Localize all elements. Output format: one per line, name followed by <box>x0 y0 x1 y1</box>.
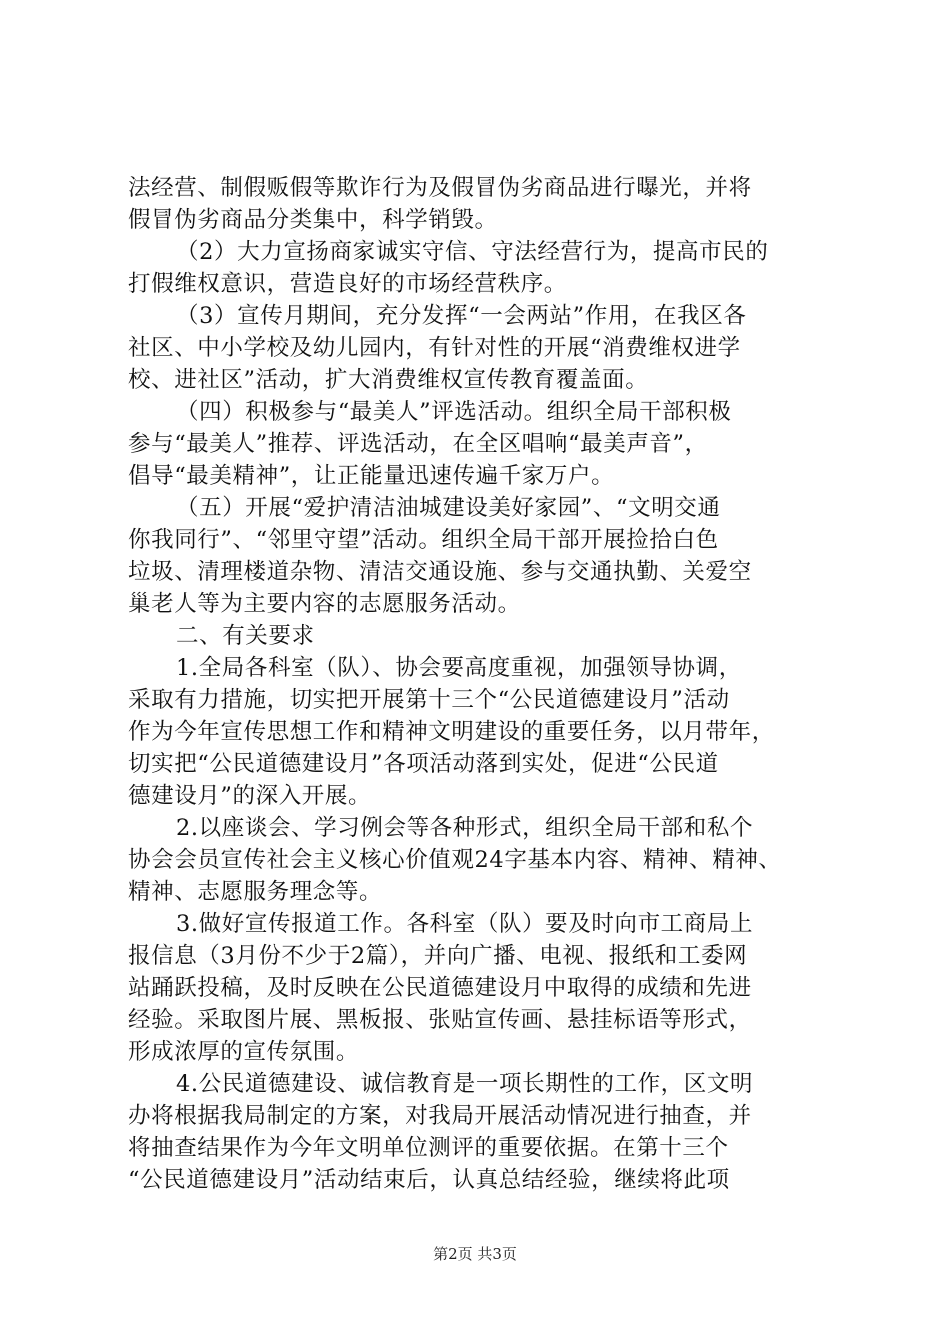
text-line: 作为今年宣传思想工作和精神文明建设的重要任务，以月带年， <box>128 719 775 745</box>
text-line: 打假维权意识，营造良好的市场经营秩序。 <box>128 271 567 297</box>
text-line: 你我同行”、“邻里守望”活动。组织全局干部开展捡拾白色 <box>128 527 719 553</box>
text-line: 假冒伪劣商品分类集中，科学销毁。 <box>128 207 498 233</box>
text-line: 垃圾、清理楼道杂物、清洁交通设施、参与交通执勤、关爱空 <box>128 559 752 585</box>
text-line: 经验。采取图片展、黑板报、张贴宣传画、悬挂标语等形式， <box>128 1007 752 1033</box>
text-line: 1.全局各科室（队）、协会要高度重视，加强领导协调， <box>176 655 742 681</box>
text-line: 将抽查结果作为今年文明单位测评的重要依据。在第十三个 <box>128 1135 729 1161</box>
text-line: （四）积极参与“最美人”评选活动。组织全局干部积极 <box>176 399 732 425</box>
page-footer: 第2页 共3页 <box>433 1245 517 1263</box>
text-line: “公民道德建设月”活动结束后，认真总结经验，继续将此项 <box>128 1167 730 1193</box>
document-body <box>128 172 828 1196</box>
text-line: 办将根据我局制定的方案，对我局开展活动情况进行抽查，并 <box>128 1103 752 1129</box>
text-line: 参与“最美人”推荐、评选活动，在全区唱响“最美声音”， <box>128 431 708 457</box>
text-line: （2）大力宣扬商家诚实守信、守法经营行为，提高市民的 <box>176 239 769 265</box>
text-line: 社区、中小学校及幼儿园内，有针对性的开展“消费维权进学 <box>128 335 741 361</box>
text-line: 切实把“公民道德建设月”各项活动落到实处，促进“公民道 <box>128 751 719 777</box>
text-line: 协会会员宣传社会主义核心价值观24字基本内容、精神、精神、 <box>128 847 782 873</box>
text-line: 倡导“最美精神”，让正能量迅速传遍千家万户。 <box>128 463 615 489</box>
text-line: 采取有力措施，切实把开展第十三个“公民道德建设月”活动 <box>128 687 730 713</box>
text-line: 精神、志愿服务理念等。 <box>128 879 383 905</box>
text-line: 报信息（3月份不少于2篇），并向广播、电视、报纸和工委网 <box>128 943 748 969</box>
text-line: （3）宣传月期间，充分发挥“一会两站”作用，在我区各 <box>176 303 747 329</box>
text-line: 巢老人等为主要内容的志愿服务活动。 <box>128 591 521 617</box>
text-line: 形成浓厚的宣传氛围。 <box>128 1039 360 1065</box>
text-line: （五）开展“爱护清洁油城建设美好家园”、“文明交通 <box>176 495 721 521</box>
text-line: 站踊跃投稿，及时反映在公民道德建设月中取得的成绩和先进 <box>128 975 752 1001</box>
text-line: 2.以座谈会、学习例会等各种形式，组织全局干部和私个 <box>176 815 754 841</box>
text-line: 4.公民道德建设、诚信教育是一项长期性的工作，区文明 <box>176 1071 754 1097</box>
text-line: 二、有关要求 <box>176 623 315 649</box>
text-line: 校、进社区”活动，扩大消费维权宣传教育覆盖面。 <box>128 367 649 393</box>
text-line: 3.做好宣传报道工作。各科室（队）要及时向市工商局上 <box>176 911 754 937</box>
text-line: 德建设月”的深入开展。 <box>128 783 372 809</box>
text-line: 法经营、制假贩假等欺诈行为及假冒伪劣商品进行曝光，并将 <box>128 175 752 201</box>
